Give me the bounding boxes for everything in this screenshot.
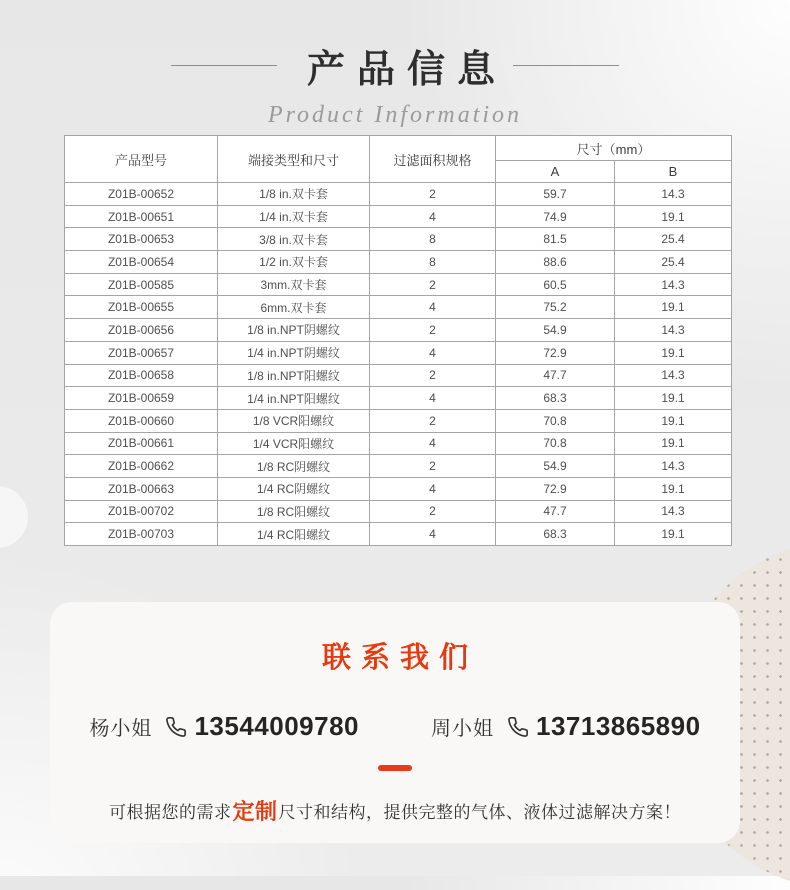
table-body	[65, 183, 732, 546]
table-cell: 72.9	[496, 477, 615, 500]
table-cell: Z01B-00659	[65, 387, 218, 410]
table-cell: 68.3	[496, 523, 615, 546]
table-cell: Z01B-00658	[65, 364, 218, 387]
faint-circle-decoration	[0, 486, 28, 548]
table-cell: 1/4 in.NPT阳螺纹	[218, 387, 370, 410]
table-row	[65, 364, 732, 387]
table-cell: 47.7	[496, 500, 615, 523]
table-cell: 1/4 in.NPT阴螺纹	[218, 341, 370, 364]
table-cell: Z01B-00655	[65, 296, 218, 319]
page-subtitle: Product Information	[267, 102, 523, 128]
contact-card	[50, 602, 740, 843]
col-header-filter-area: 过滤面积规格	[370, 136, 496, 183]
table-cell: 1/8 in.NPT阳螺纹	[218, 364, 370, 387]
table-cell: 2	[370, 183, 496, 206]
note-suffix: 尺寸和结构，提供完整的气体、液体过滤解决方案！	[278, 803, 681, 822]
table-cell: 1/8 VCR阳螺纹	[218, 409, 370, 432]
table-cell: 4	[370, 477, 496, 500]
table-cell: Z01B-00663	[65, 477, 218, 500]
contact-row	[50, 711, 740, 742]
table-cell: 4	[370, 341, 496, 364]
page-title: 产品信息	[306, 49, 507, 91]
table-row	[65, 205, 732, 228]
table-cell: Z01B-00653	[65, 228, 218, 251]
table-cell: 1/4 RC阳螺纹	[218, 523, 370, 546]
table-row	[65, 409, 732, 432]
table-cell: 54.9	[496, 319, 615, 342]
table-cell: 19.1	[615, 296, 732, 319]
table-cell: 54.9	[496, 455, 615, 478]
table-cell: 19.1	[615, 341, 732, 364]
table-cell: Z01B-00662	[65, 455, 218, 478]
table-cell: 68.3	[496, 387, 615, 410]
title-line-left	[171, 65, 277, 66]
table-cell: 14.3	[615, 183, 732, 206]
red-divider	[378, 765, 412, 771]
table-cell: Z01B-00656	[65, 319, 218, 342]
table-cell: Z01B-00651	[65, 205, 218, 228]
table-cell: Z01B-00703	[65, 523, 218, 546]
table-row	[65, 319, 732, 342]
table-header	[65, 136, 732, 183]
note-prefix: 可根据您的需求	[108, 803, 232, 822]
table-cell: 4	[370, 205, 496, 228]
table-cell: 4	[370, 296, 496, 319]
page-header	[0, 38, 790, 129]
table-cell: 19.1	[615, 205, 732, 228]
contact-name: 周小姐	[431, 718, 494, 740]
table-cell: 14.3	[615, 455, 732, 478]
table-row	[65, 500, 732, 523]
table-cell: 14.3	[615, 364, 732, 387]
table-cell: 1/4 RC阴螺纹	[218, 477, 370, 500]
table-cell: 2	[370, 500, 496, 523]
table-cell: 1/4 in.双卡套	[218, 205, 370, 228]
table-row	[65, 183, 732, 206]
note-highlight: 定制	[232, 799, 278, 824]
contact-item	[431, 711, 701, 742]
table-cell: 1/4 VCR阳螺纹	[218, 432, 370, 455]
contact-name: 杨小姐	[89, 718, 153, 740]
table-cell: Z01B-00654	[65, 251, 218, 274]
table-row	[65, 273, 732, 296]
table-cell: 25.4	[615, 251, 732, 274]
table-row	[65, 455, 732, 478]
contact-item	[89, 711, 359, 742]
table-cell: 2	[370, 455, 496, 478]
table-cell: 2	[370, 409, 496, 432]
phone-icon	[507, 716, 529, 738]
table-cell: 3mm.双卡套	[218, 273, 370, 296]
contact-phone-number[interactable]: 13713865890	[536, 711, 701, 741]
table-cell: 4	[370, 523, 496, 546]
table-row	[65, 341, 732, 364]
table-cell: 1/8 in.NPT阴螺纹	[218, 319, 370, 342]
table-cell: 3/8 in.双卡套	[218, 228, 370, 251]
col-header-size-b: B	[615, 161, 732, 183]
table-cell: 14.3	[615, 500, 732, 523]
table-row	[65, 477, 732, 500]
table-cell: 6mm.双卡套	[218, 296, 370, 319]
table-cell: 1/8 RC阳螺纹	[218, 500, 370, 523]
contact-phone-number[interactable]: 13544009780	[194, 711, 359, 741]
table-row	[65, 432, 732, 455]
table-cell: Z01B-00657	[65, 341, 218, 364]
col-header-product-model: 产品型号	[65, 136, 218, 183]
table-cell: 19.1	[615, 387, 732, 410]
table-cell: 70.8	[496, 409, 615, 432]
table-row	[65, 296, 732, 319]
table-cell: 75.2	[496, 296, 615, 319]
table-cell: 19.1	[615, 477, 732, 500]
table-cell: Z01B-00660	[65, 409, 218, 432]
product-spec-table	[64, 135, 732, 546]
table-cell: 81.5	[496, 228, 615, 251]
table-row	[65, 228, 732, 251]
col-header-size-a: A	[496, 161, 615, 183]
table-cell: 59.7	[496, 183, 615, 206]
table-cell: 1/2 in.双卡套	[218, 251, 370, 274]
table-cell: Z01B-00661	[65, 432, 218, 455]
table-cell: 72.9	[496, 341, 615, 364]
table-cell: Z01B-00702	[65, 500, 218, 523]
contact-title: 联系我们	[321, 642, 478, 674]
customization-note	[50, 795, 740, 826]
table-cell: 14.3	[615, 273, 732, 296]
phone-icon	[165, 716, 187, 738]
table-cell: 74.9	[496, 205, 615, 228]
table-cell: 1/8 in.双卡套	[218, 183, 370, 206]
table-row	[65, 387, 732, 410]
table-cell: 2	[370, 273, 496, 296]
table-cell: 19.1	[615, 523, 732, 546]
table-row	[65, 523, 732, 546]
table-cell: Z01B-00652	[65, 183, 218, 206]
table-cell: 47.7	[496, 364, 615, 387]
table-cell: 4	[370, 387, 496, 410]
table-cell: 19.1	[615, 432, 732, 455]
table-cell: 1/8 RC阴螺纹	[218, 455, 370, 478]
table-cell: 60.5	[496, 273, 615, 296]
table-cell: 4	[370, 432, 496, 455]
table-cell: 2	[370, 364, 496, 387]
table-row	[65, 251, 732, 274]
title-line-right	[513, 65, 619, 66]
table-cell: 8	[370, 251, 496, 274]
table-cell: 19.1	[615, 409, 732, 432]
table-cell: 2	[370, 319, 496, 342]
table-cell: 14.3	[615, 319, 732, 342]
col-header-size-mm: 尺寸（mm）	[496, 136, 732, 161]
table-cell: 25.4	[615, 228, 732, 251]
table-cell: 88.6	[496, 251, 615, 274]
table-cell: 70.8	[496, 432, 615, 455]
table-cell: 8	[370, 228, 496, 251]
table-cell: Z01B-00585	[65, 273, 218, 296]
col-header-termination: 端接类型和尺寸	[218, 136, 370, 183]
